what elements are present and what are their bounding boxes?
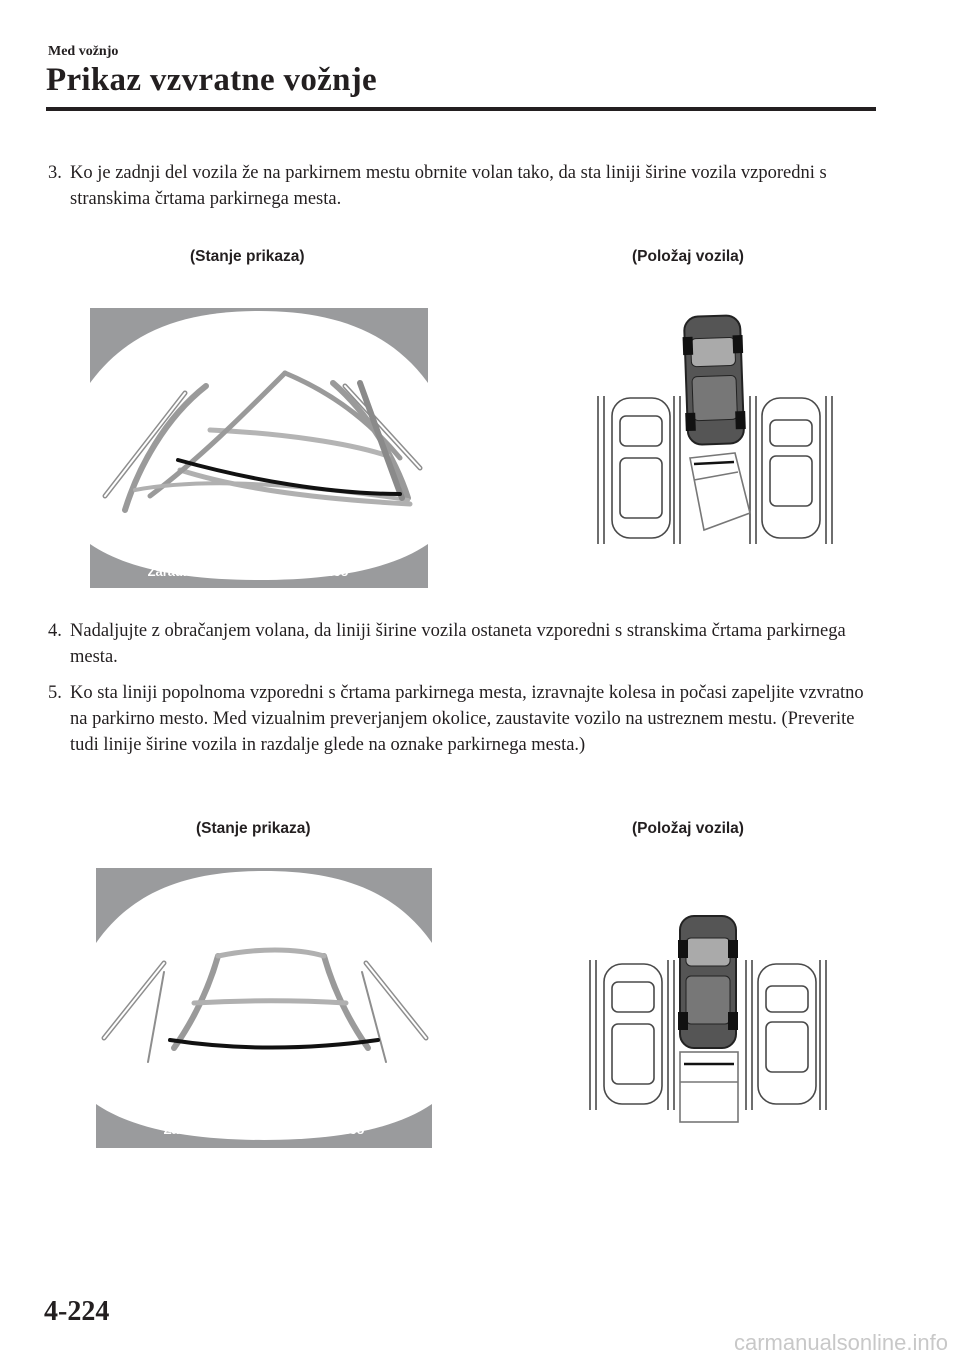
step-5 — [48, 680, 878, 758]
site-watermark: carmanualsonline.info — [733, 1330, 948, 1355]
page-number: 4-224 — [44, 1296, 110, 1327]
vehicle-position-caption: (Položaj vozila) — [632, 248, 744, 265]
rear-camera-display-1 — [90, 308, 428, 588]
page-title: Prikaz vzvratne vožnje — [46, 62, 377, 98]
section-label: Med vožnjo — [48, 44, 119, 59]
step-number: 5. — [48, 683, 62, 703]
vehicle-position-caption: (Položaj vozila) — [632, 820, 744, 837]
title-rule — [46, 107, 876, 111]
vehicle-position-diagram-1 — [590, 308, 840, 548]
step-text: Ko sta liniji popolnoma vzporedni s črtama parkirnega mesta, izravnajte kolesa in počasi zapeljite vzvratno na parkirno mesto. Med vizualnim preverjanjem okolice, zaustavite vozilo na ustreznem mestu. (Preverite tudi linije širine vozila in razdalje glede na oznake parkirnega mesta.) — [70, 683, 864, 755]
step-text: Nadaljujte z obračanjem volana, da liniji širine vozila ostaneta vzporedni s stranskima črtama parkirnega mesta. — [70, 621, 846, 667]
display-state-caption: (Stanje prikaza) — [196, 820, 311, 837]
display-state-caption: (Stanje prikaza) — [190, 248, 305, 265]
step-text: Ko je zadnji del vozila že na parkirnem mestu obrnite volan tako, da sta liniji širine vozila vzporedni s stranskima črtama parkirnega mesta. — [70, 163, 827, 209]
step-number: 3. — [48, 163, 62, 183]
vehicle-position-diagram-2 — [584, 912, 834, 1142]
safety-warning-text: Zaradi varnosti preverite okolico — [163, 1122, 365, 1137]
rear-camera-display-2 — [96, 868, 432, 1148]
step-number: 4. — [48, 621, 62, 641]
step-3 — [48, 160, 878, 212]
safety-warning-text: Zaradi varnosti preverite okolico — [147, 564, 349, 579]
step-4 — [48, 618, 878, 670]
